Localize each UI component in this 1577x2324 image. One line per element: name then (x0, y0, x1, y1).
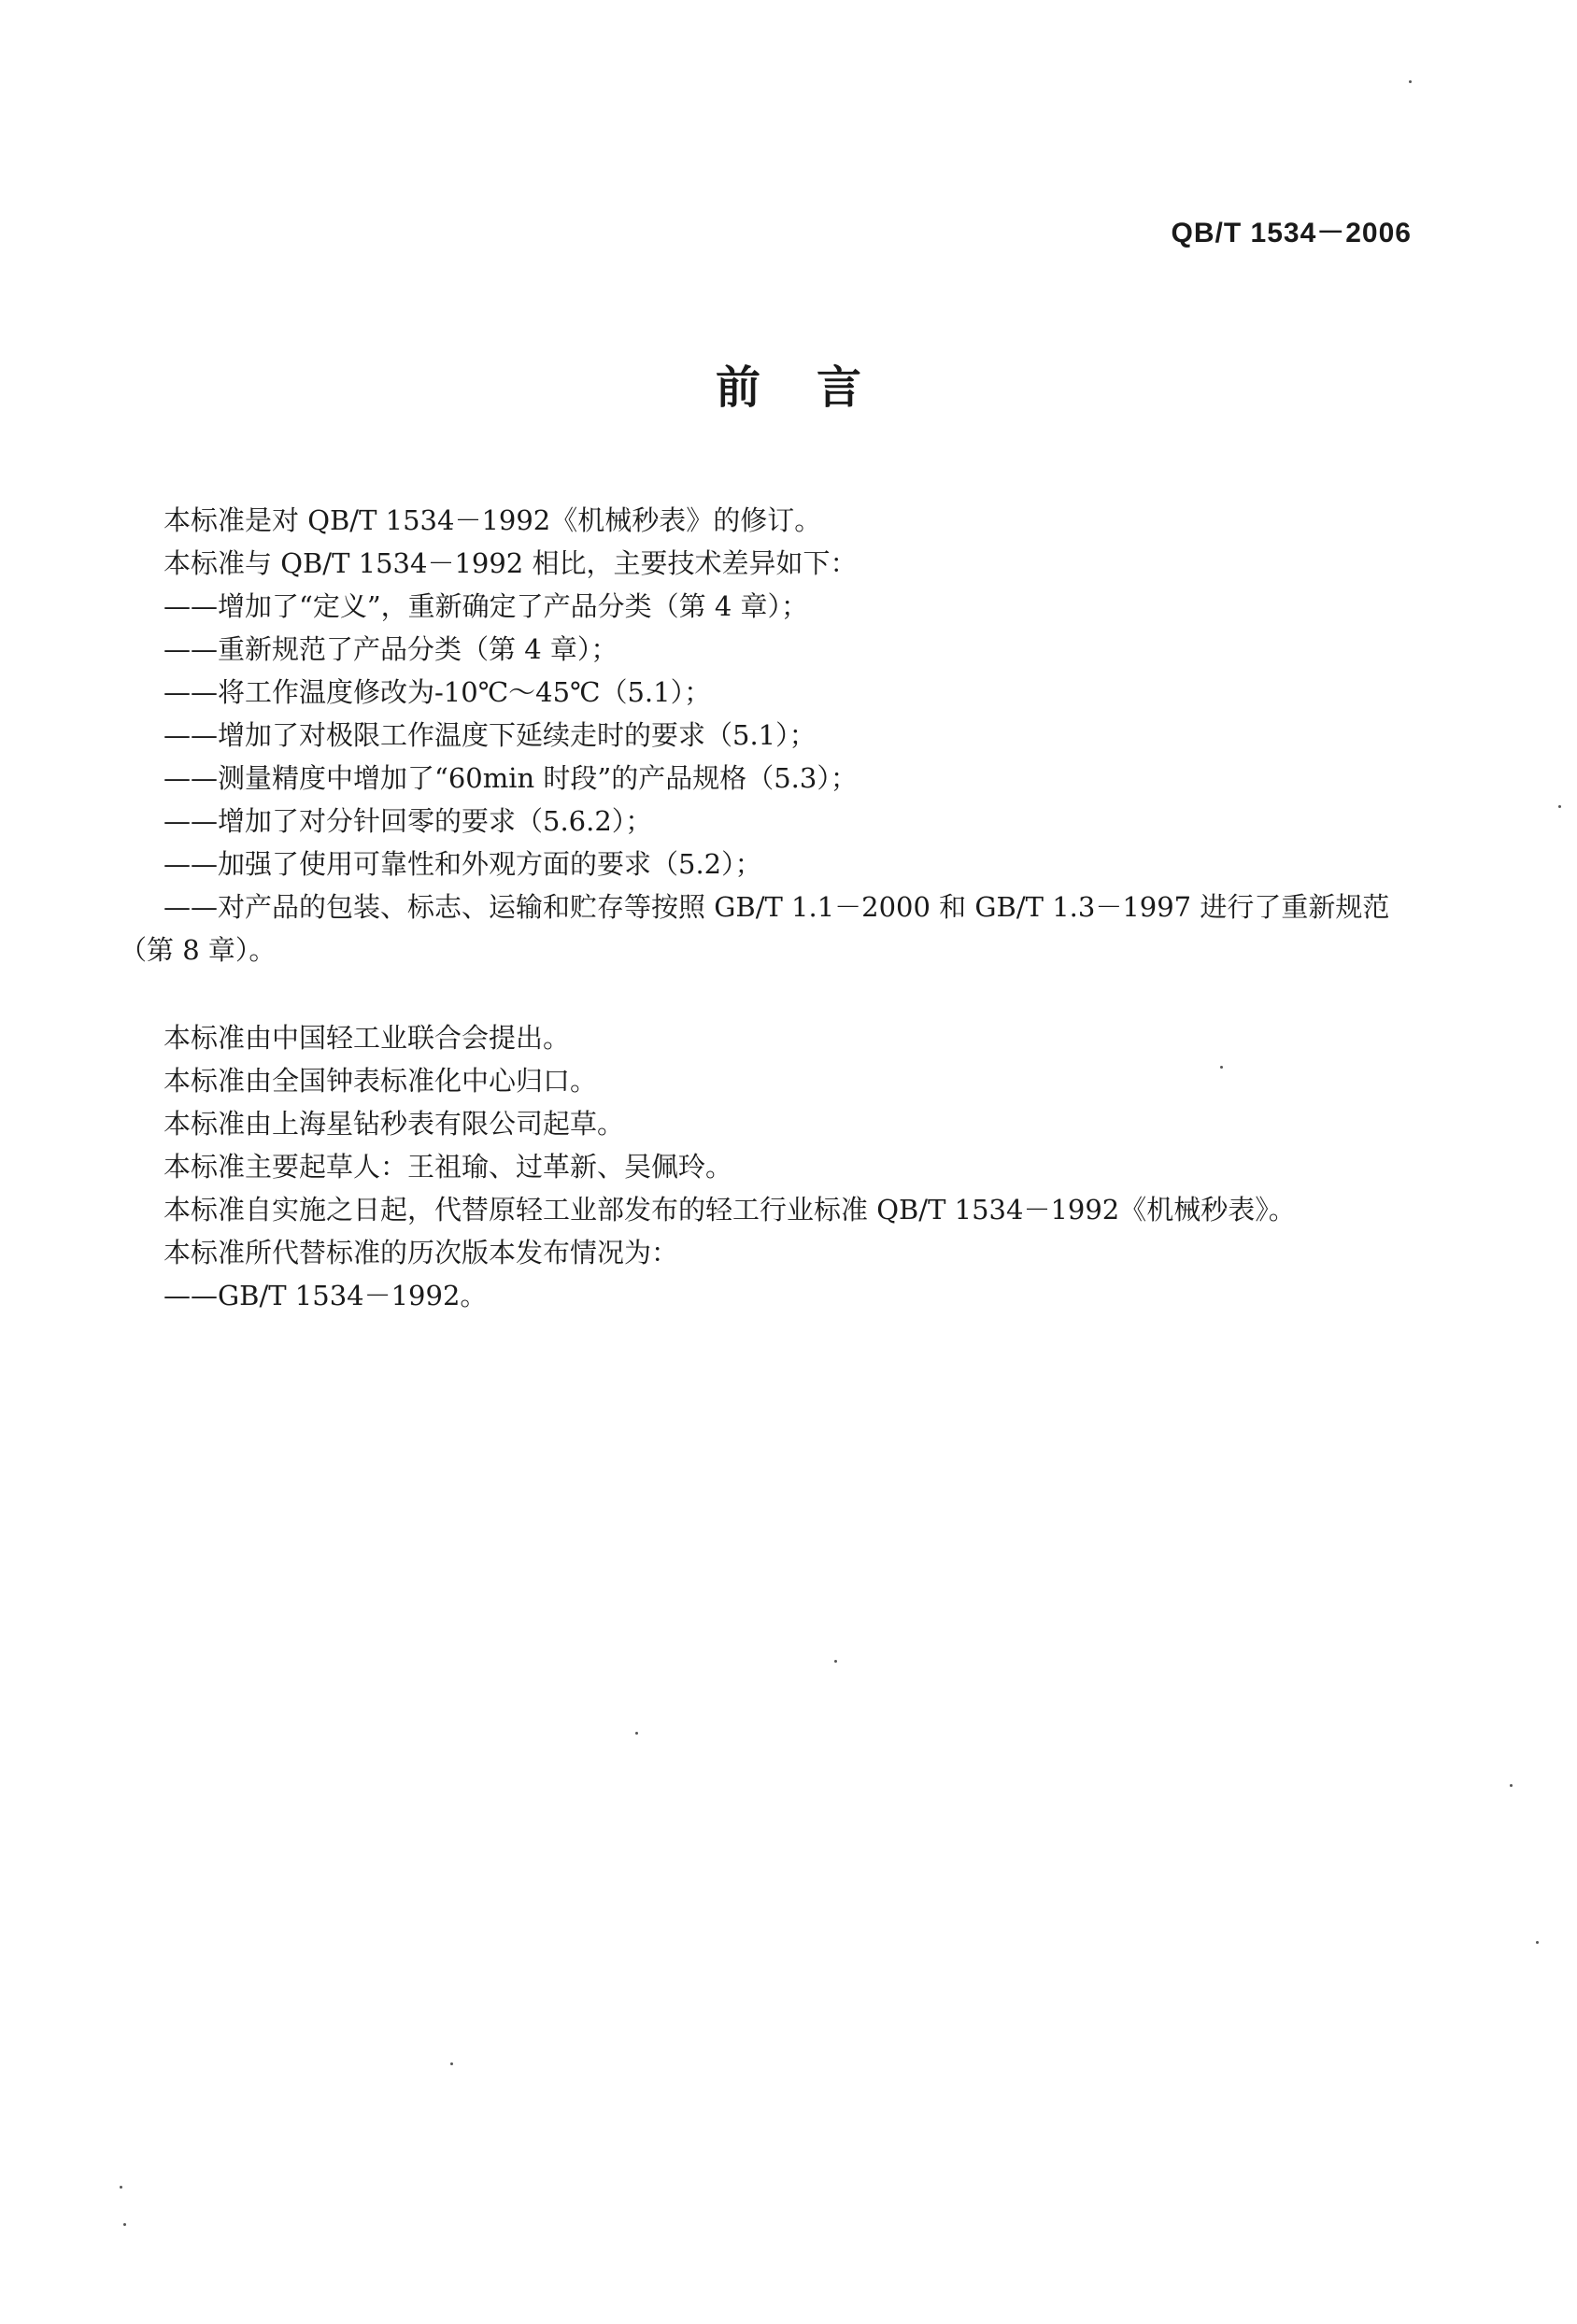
authorship-section (120, 1016, 1418, 1317)
list-item: ——重新规范了产品分类（第 4 章）； (163, 633, 618, 665)
text-line: 本标准与 QB/T 1534－1992 相比，主要技术差异如下： (163, 547, 858, 579)
list-item: ——增加了对分针回零的要求（5.6.2）； (163, 805, 653, 837)
scan-speck (1510, 1784, 1513, 1787)
scan-speck (1409, 80, 1412, 83)
list-item: ——增加了“定义”，重新确定了产品分类（第 4 章）； (163, 590, 809, 622)
scan-speck (123, 2223, 126, 2226)
text-line: 本标准所代替标准的历次版本发布情况为： (163, 1237, 679, 1268)
list-item: ——将工作温度修改为-10℃～45℃（5.1）； (163, 676, 712, 708)
list-item: ——GB/T 1534－1992。 (163, 1280, 488, 1311)
page-title: 前言 (715, 361, 917, 414)
scan-speck (834, 1660, 837, 1663)
scan-speck (1558, 805, 1561, 808)
list-item: ——增加了对极限工作温度下延续走时的要求（5.1）； (163, 719, 817, 751)
revision-section (120, 499, 1418, 971)
list-item: ——加强了使用可靠性和外观方面的要求（5.2）； (163, 848, 762, 880)
scan-speck (1536, 1941, 1539, 1944)
text-line: 本标准自实施之日起，代替原轻工业部发布的轻工行业标准 QB/T 1534－1992《机械秒表》。 (163, 1194, 1296, 1226)
scan-speck (635, 1732, 638, 1735)
text-line: 本标准由中国轻工业联合会提出。 (163, 1022, 571, 1054)
scan-speck (120, 2186, 122, 2189)
text-line: 本标准由上海星钻秒表有限公司起草。 (163, 1108, 625, 1140)
list-item: ——对产品的包装、标志、运输和贮存等按照 GB/T 1.1－2000 和 GB/T 1.3－1997 进行了重新规范（第 8 章）。 (120, 891, 1390, 966)
list-item: ——测量精度中增加了“60min 时段”的产品规格（5.3）； (163, 762, 858, 794)
scan-speck (450, 2062, 453, 2065)
text-line: 本标准主要起草人：王祖瑜、过革新、吴佩玲。 (163, 1151, 733, 1183)
standard-code: QB/T 1534－2006 (1171, 218, 1412, 248)
text-line: 本标准是对 QB/T 1534－1992《机械秒表》的修订。 (163, 504, 822, 536)
text-line: 本标准由全国钟表标准化中心归口。 (163, 1065, 598, 1097)
scan-speck (1220, 1066, 1223, 1069)
